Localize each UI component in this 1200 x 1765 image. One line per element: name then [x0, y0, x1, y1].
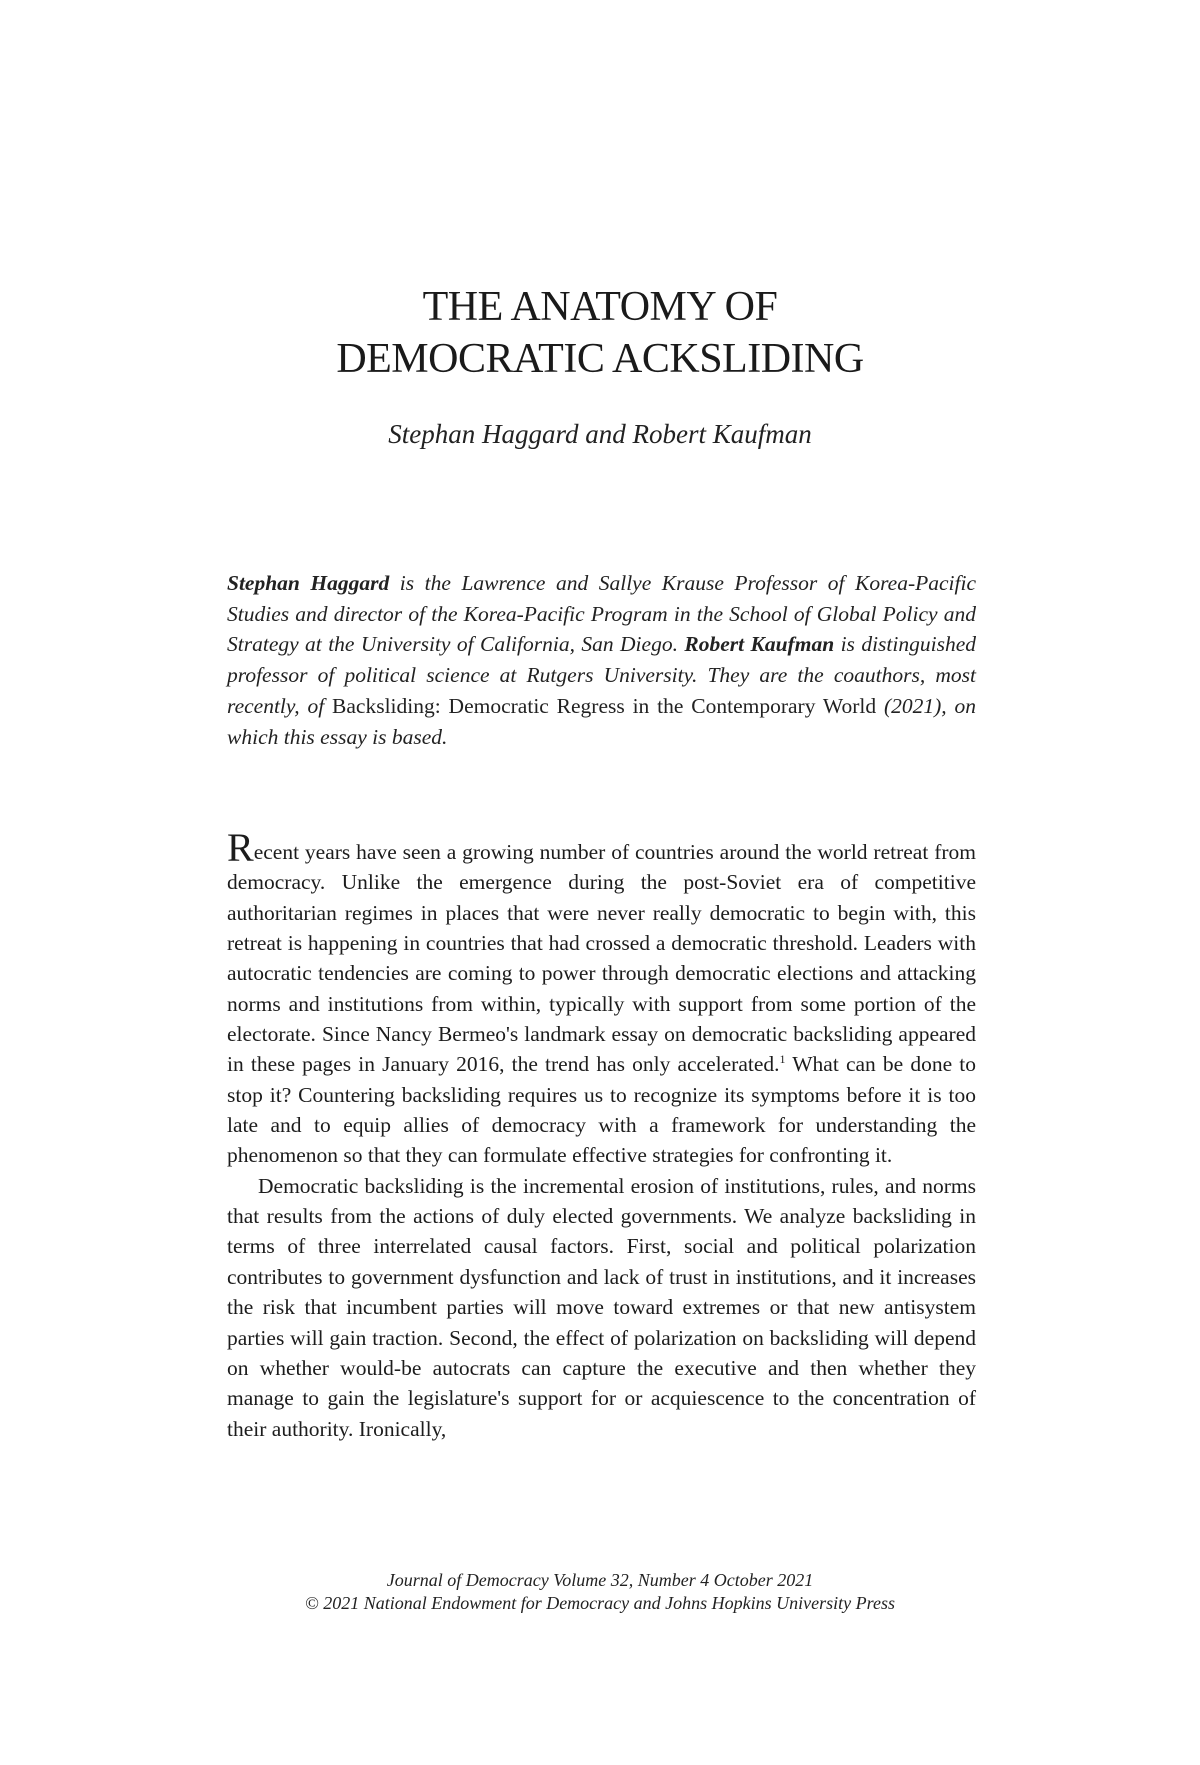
copyright-notice: © 2021 National Endowment for Democracy and Johns Hopkins University Press: [305, 1593, 895, 1613]
paragraph-1-text-part-1: ecent years have seen a growing number of countries around the world retreat from democracy. Unlike the emergence during the post-Soviet era of competitive authoritarian regimes in places that were never really democratic to begin with, this retreat is happening in countries that had crossed a democratic threshold. Leaders with autocratic tendencies are coming to power through democratic elections and attacking norms and institutions from within, typically with support from some portion of the electorate. Since Nancy Bermeo's landmark essay on democratic backsliding appeared in these pages in January 2016, the trend has only accelerated.: [227, 840, 976, 1077]
bio-text-1: is the Lawrence and Sallye Krause Professor of Korea-Pacific Studies and director of the Korea-Pacific Program in the School of Global Policy and Strategy at the University of California, San Diego.: [227, 571, 977, 657]
bio-author-name-2: Robert Kaufman: [684, 632, 835, 657]
body-paragraph-1: [227, 825, 976, 1171]
footnote-marker-1[interactable]: 1: [779, 1052, 786, 1067]
article-title-line-2: DEMOCRATIC ACKSLIDING: [336, 336, 864, 382]
bio-text-3: (2021), on which this essay is based.: [227, 693, 976, 749]
paragraph-1-text-part-2: What can be done to stop it? Countering backsliding requires us to recognize its symptoms before it is too late and to equip allies of democracy with a framework for understanding the phenomenon so that they can formulate effective strategies for confronting it.: [227, 1052, 976, 1168]
journal-citation: Journal of Democracy Volume 32, Number 4 October 2021: [386, 1570, 814, 1590]
body-paragraph-2: Democratic backsliding is the incremental erosion of institutions, rules, and norms that results from the actions of duly elected governments. We analyze backsliding in terms of three interrelated causal factors. First, social and political polarization contributes to government dysfunction and lack of trust in institutions, and it increases the risk that incumbent parties will move toward extremes or that new antisystem parties will gain traction. Second, the effect of polarization on backsliding will depend on whether would-be autocrats can capture the executive and then whether they manage to gain the legislature's support for or acquiescence to the concentration of their authority. Ironically,: [227, 1173, 976, 1441]
bio-author-name-1: Stephan Haggard: [227, 571, 390, 595]
article-authors: Stephan Haggard and Robert Kaufman: [388, 419, 812, 449]
bio-text-2: is distinguished professor of political science at Rutgers University. They are the coauthors, most recently, of: [227, 632, 976, 718]
bio-book-title: Backsliding: Democratic Regress in the Contemporary World: [332, 693, 877, 718]
article-body: [227, 825, 976, 1444]
drop-cap: R: [227, 825, 254, 870]
article-title-line-1: THE ANATOMY OF: [422, 284, 778, 330]
author-bio: [227, 568, 976, 752]
